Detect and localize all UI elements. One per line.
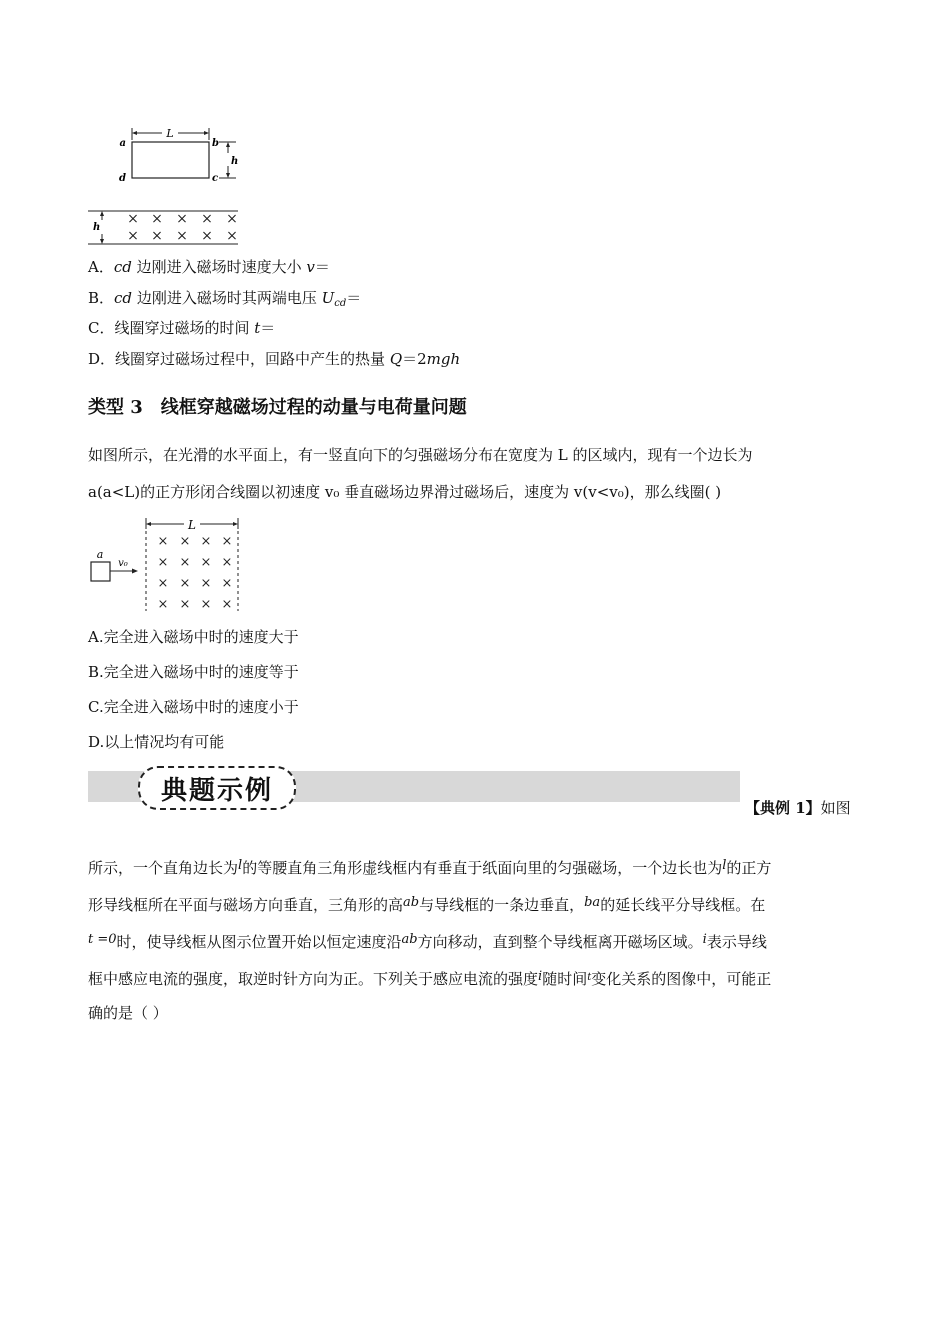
field-cross: × <box>179 597 191 612</box>
field-cross: × <box>200 576 212 591</box>
field-cross: × <box>176 228 188 244</box>
option-a: A．cd 边刚进入磁场时速度大小 v＝ <box>88 258 330 276</box>
field-cross: × <box>201 228 213 244</box>
q2-option-a: A.完全进入磁场中时的速度大于 <box>88 628 299 646</box>
example-line-1: 所示，一个直角边长为l的等腰直角三角形虚线框内有垂直于纸面向里的匀强磁场，一个边长也为l的正方 <box>88 858 772 877</box>
label-h-top: h <box>231 156 239 167</box>
option-b: B．cd 边刚进入磁场时其两端电压 $U_{cd}=$ <box>88 289 362 309</box>
field-cross: × <box>127 228 139 244</box>
field-cross: × <box>157 534 169 549</box>
field-cross: × <box>221 555 233 570</box>
example-tag: 【典例 1】如图 <box>745 799 851 817</box>
label-h-bottom: h <box>93 222 101 233</box>
field-cross: × <box>201 211 213 227</box>
q2-option-c: C.完全进入磁场中时的速度小于 <box>88 698 299 716</box>
field-cross: × <box>226 228 238 244</box>
field-cross: × <box>151 211 163 227</box>
example-line-5: 确的是（ ） <box>88 1004 168 1022</box>
option-c: C．线圈穿过磁场的时间 t＝ <box>88 319 276 337</box>
field-cross: × <box>179 555 191 570</box>
square-coil-entering-field-figure <box>88 515 248 615</box>
q2-option-d: D.以上情况均有可能 <box>88 733 225 751</box>
label-L: L <box>166 127 174 140</box>
field-cross: × <box>157 597 169 612</box>
label-a: a <box>119 138 126 149</box>
option-d: D．线圈穿过磁场过程中，回路中产生的热量 Q＝2mgh <box>88 350 461 368</box>
field-cross: × <box>157 555 169 570</box>
q2-line-2: a(a<L)的正方形闭合线圈以初速度 v₀ 垂直磁场边界滑过磁场后，速度为 v(v<v₀)，那么线圈( ) <box>88 483 722 501</box>
field-cross: × <box>151 228 163 244</box>
example-line-4: 框中感应电流的强度，取逆时针方向为正。下列关于感应电流的强度i随时间$^t$变化关系的图像中，可能正 <box>88 969 772 988</box>
label-d: d <box>119 173 126 184</box>
label-b: b <box>212 138 219 149</box>
field-cross: × <box>200 555 212 570</box>
field-cross: × <box>157 576 169 591</box>
coil-above-field-figure <box>88 122 248 250</box>
field-cross: × <box>179 534 191 549</box>
field-cross: × <box>221 576 233 591</box>
field-cross: × <box>127 211 139 227</box>
banner-title: 典题示例 <box>138 766 296 810</box>
field-cross: × <box>221 597 233 612</box>
field-cross: × <box>200 597 212 612</box>
example-line-3: t =0时，使导线框从图示位置开始以恒定速度沿ab方向移动，直到整个导线框离开磁场区域。i表示导线 <box>88 932 767 951</box>
label-v0: v₀ <box>118 558 128 569</box>
field-cross: × <box>179 576 191 591</box>
label-a: a <box>96 548 104 561</box>
q2-option-b: B.完全进入磁场中时的速度等于 <box>88 663 299 681</box>
q2-line-1: 如图所示，在光滑的水平面上，有一竖直向下的匀强磁场分布在宽度为 L 的区域内，现有一个边长为 <box>88 446 753 464</box>
example-line-2: 形导线框所在平面与磁场方向垂直，三角形的高ab与导线框的一条边垂直，ba的延长线平分导线框。在 <box>88 895 766 914</box>
field-cross: × <box>176 211 188 227</box>
field-cross: × <box>200 534 212 549</box>
label-L: L <box>188 518 196 532</box>
section-heading: 类型 3 线框穿越磁场过程的动量与电荷量问题 <box>88 397 467 418</box>
label-c: c <box>212 173 219 184</box>
field-cross: × <box>226 211 238 227</box>
field-cross: × <box>221 534 233 549</box>
